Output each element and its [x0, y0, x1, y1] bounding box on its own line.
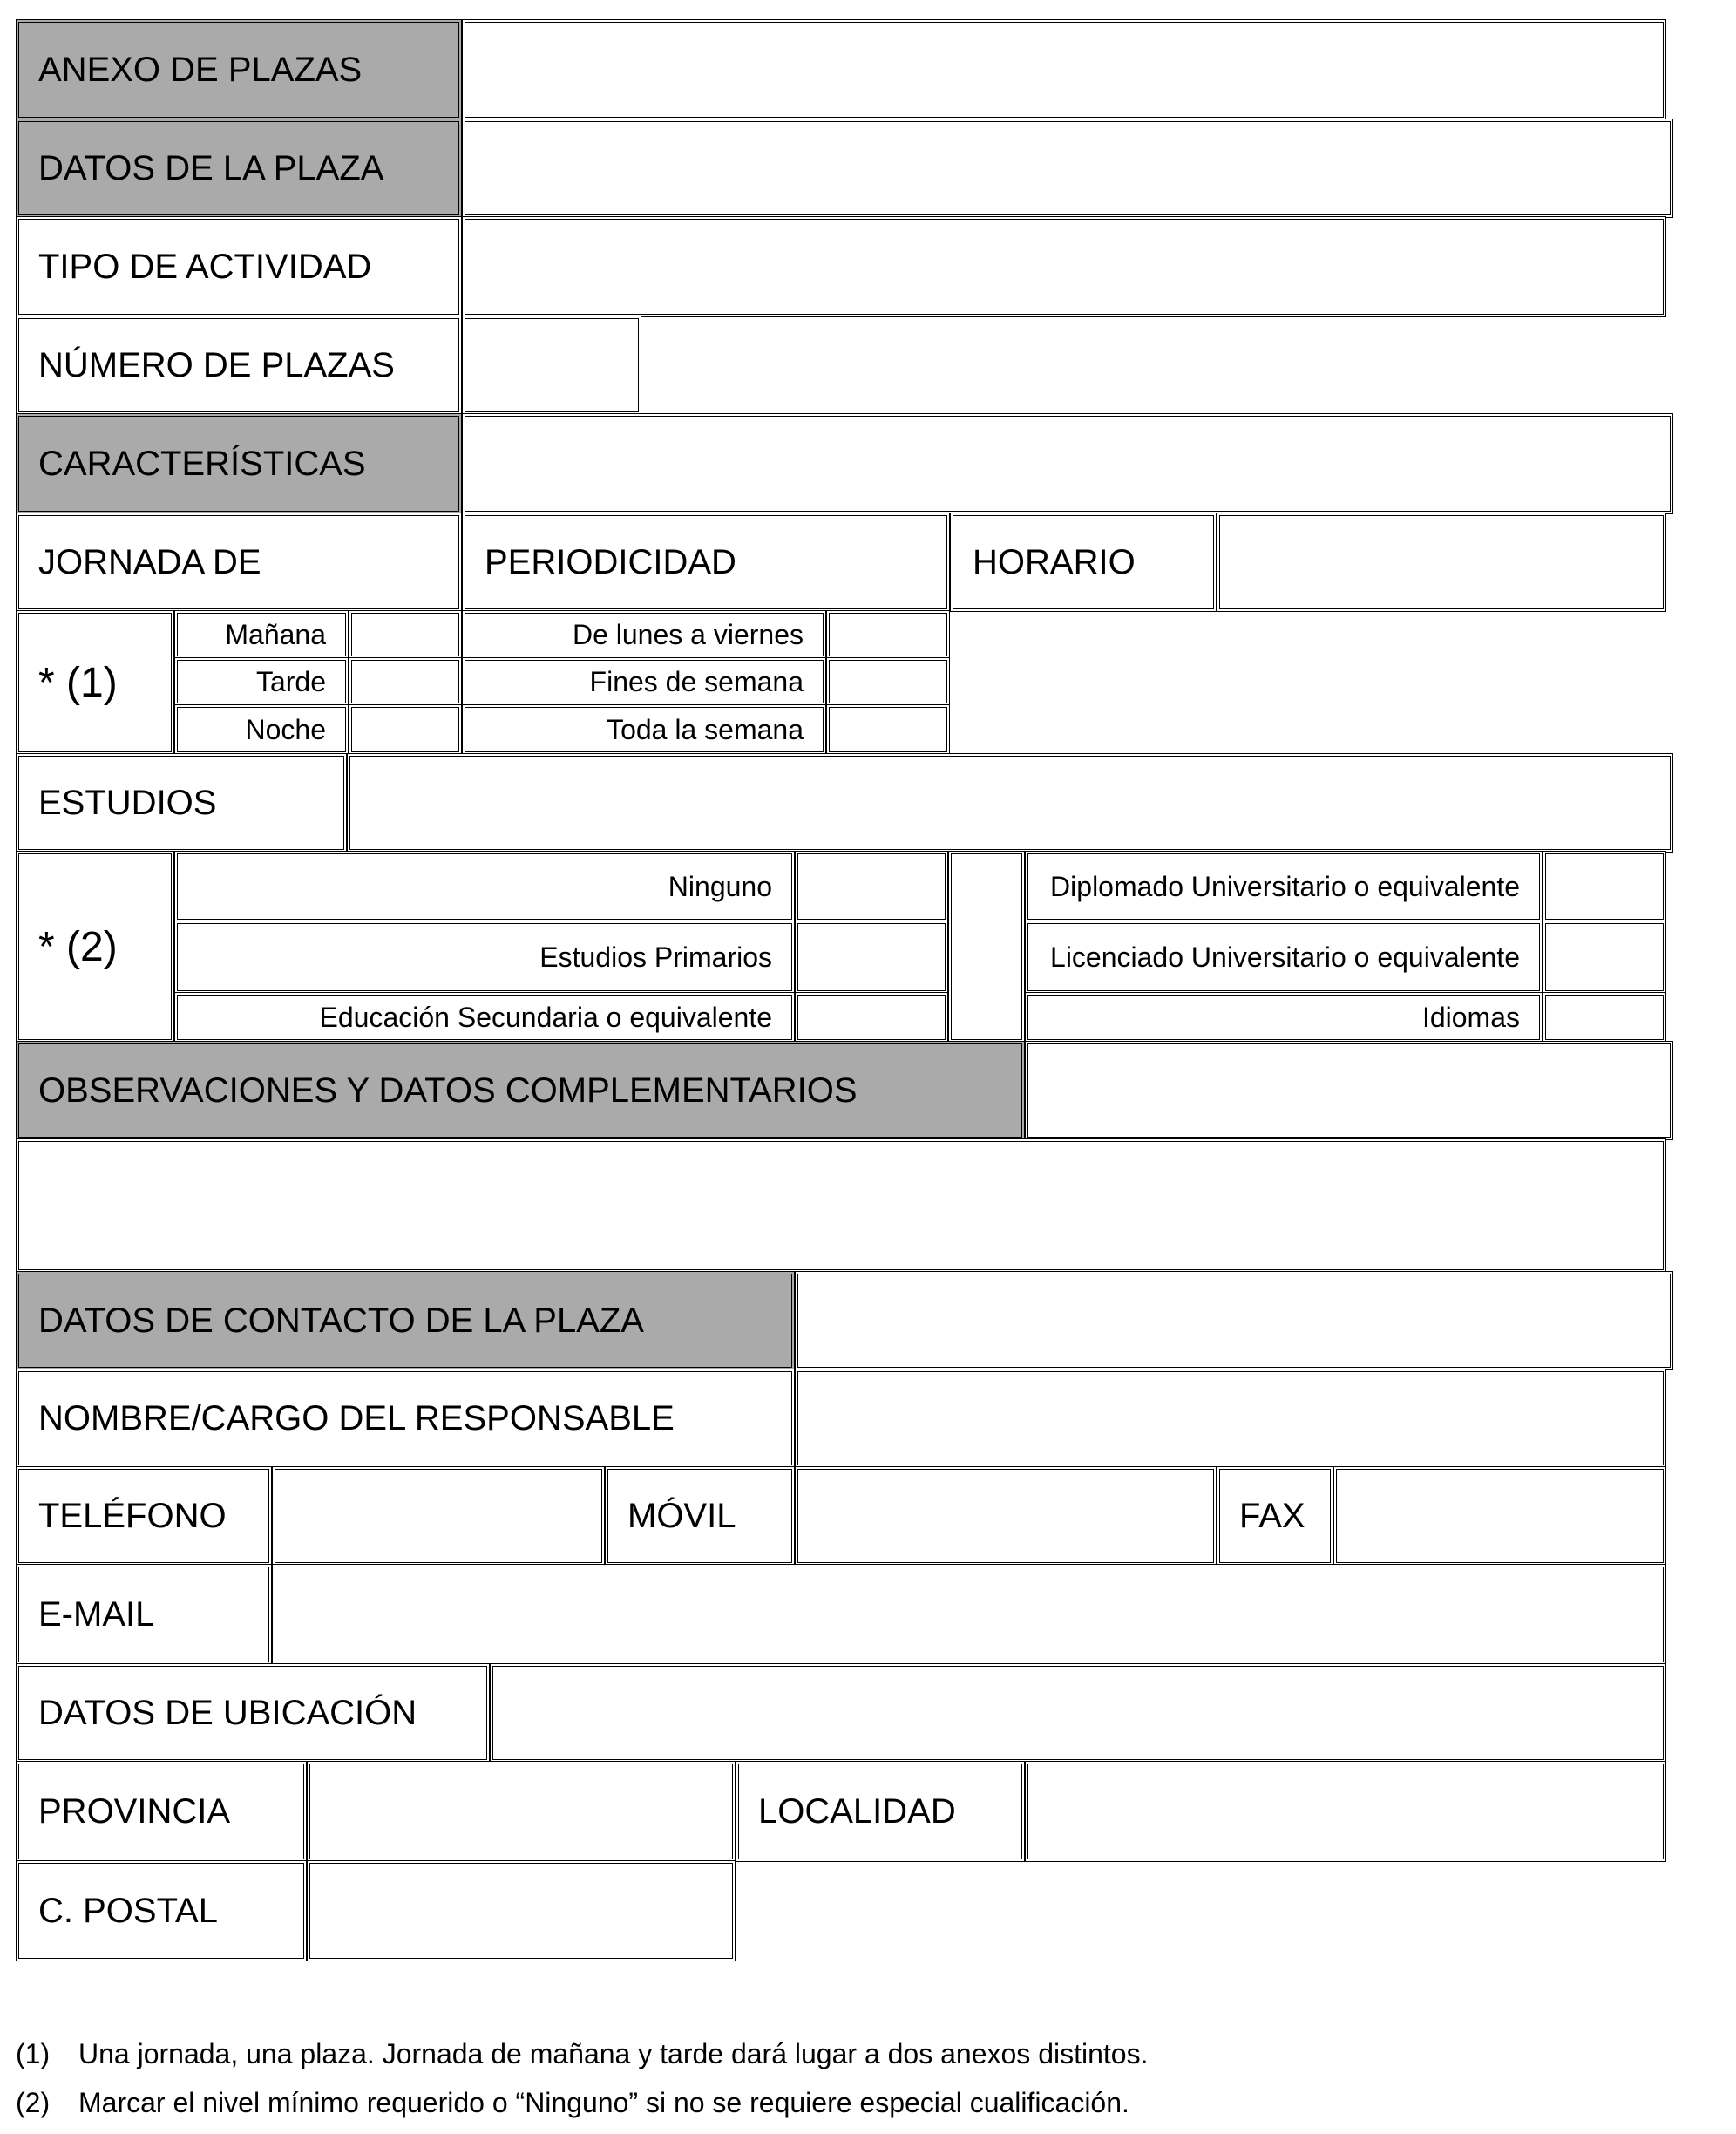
jornada-marker: * (1) — [16, 610, 174, 755]
anexo-de-plazas-label: ANEXO DE PLAZAS — [16, 19, 462, 120]
numero-de-plazas-label: NÚMERO DE PLAZAS — [16, 316, 462, 415]
estudios-checkbox-primarios[interactable] — [795, 921, 948, 994]
estudios-marker: * (2) — [16, 851, 174, 1043]
periodicidad-option-lunes-viernes: De lunes a viernes — [462, 610, 826, 659]
footnote-2-text: Marcar el nivel mínimo requerido o “Ninguno” si no se requiere especial cualificación. — [78, 2087, 1129, 2118]
estudios-checkbox-licenciado[interactable] — [1543, 921, 1666, 994]
provincia-field[interactable] — [307, 1761, 736, 1862]
footnote-1 — [16, 2038, 1148, 2070]
periodicidad-option-toda-semana: Toda la semana — [462, 704, 826, 755]
telefono-label: TELÉFONO — [16, 1466, 272, 1566]
datos-de-la-plaza-label: DATOS DE LA PLAZA — [16, 119, 462, 218]
periodicidad-label: PERIODICIDAD — [462, 513, 950, 612]
estudios-checkbox-idiomas[interactable] — [1543, 992, 1666, 1043]
estudios-option-idiomas: Idiomas — [1025, 992, 1543, 1043]
periodicidad-checkbox-fines-semana[interactable] — [826, 657, 950, 706]
datos-de-la-plaza-field[interactable] — [462, 119, 1673, 218]
periodicidad-checkbox-lunes-viernes[interactable] — [826, 610, 950, 659]
estudios-checkbox-ninguno[interactable] — [795, 851, 948, 922]
datos-de-contacto-label: DATOS DE CONTACTO DE LA PLAZA — [16, 1271, 795, 1370]
footnote-1-text: Una jornada, una plaza. Jornada de mañana y tarde dará lugar a dos anexos distintos. — [78, 2038, 1149, 2069]
jornada-checkbox-manana[interactable] — [349, 610, 462, 659]
fax-field[interactable] — [1333, 1466, 1666, 1566]
numero-de-plazas-field[interactable] — [462, 316, 641, 415]
tipo-de-actividad-label: TIPO DE ACTIVIDAD — [16, 216, 462, 317]
jornada-checkbox-noche[interactable] — [349, 704, 462, 755]
nombre-cargo-field[interactable] — [795, 1369, 1666, 1468]
horario-label: HORARIO — [950, 513, 1217, 612]
horario-field[interactable] — [1217, 513, 1666, 612]
estudios-checkbox-secundaria[interactable] — [795, 992, 948, 1043]
estudios-option-ninguno: Ninguno — [174, 851, 795, 922]
estudios-option-licenciado: Licenciado Universitario o equivalente — [1025, 921, 1543, 994]
estudios-label: ESTUDIOS — [16, 753, 347, 853]
observaciones-header-field[interactable] — [1025, 1041, 1673, 1140]
periodicidad-checkbox-toda-semana[interactable] — [826, 704, 950, 755]
anexo-de-plazas-field[interactable] — [462, 19, 1666, 120]
jornada-option-manana: Mañana — [174, 610, 349, 659]
footnote-1-number: (1) — [16, 2038, 51, 2069]
jornada-option-noche: Noche — [174, 704, 349, 755]
jornada-option-tarde: Tarde — [174, 657, 349, 706]
nombre-cargo-label: NOMBRE/CARGO DEL RESPONSABLE — [16, 1369, 795, 1468]
estudios-spacer — [948, 851, 1025, 1043]
observaciones-label: OBSERVACIONES Y DATOS COMPLEMENTARIOS — [16, 1041, 1025, 1140]
estudios-option-diplomado: Diplomado Universitario o equivalente — [1025, 851, 1543, 922]
estudios-checkbox-diplomado[interactable] — [1543, 851, 1666, 922]
email-field[interactable] — [272, 1564, 1666, 1665]
email-label: E-MAIL — [16, 1564, 272, 1665]
jornada-de-label: JORNADA DE — [16, 513, 462, 612]
footnote-2-number: (2) — [16, 2087, 51, 2118]
jornada-checkbox-tarde[interactable] — [349, 657, 462, 706]
c-postal-label: C. POSTAL — [16, 1860, 307, 1961]
tipo-de-actividad-field[interactable] — [462, 216, 1666, 317]
datos-de-ubicacion-label: DATOS DE UBICACIÓN — [16, 1663, 490, 1763]
localidad-label: LOCALIDAD — [736, 1761, 1025, 1862]
movil-field[interactable] — [795, 1466, 1217, 1566]
estudios-field[interactable] — [347, 753, 1673, 853]
estudios-option-secundaria: Educación Secundaria o equivalente — [174, 992, 795, 1043]
c-postal-field[interactable] — [307, 1860, 736, 1961]
provincia-label: PROVINCIA — [16, 1761, 307, 1862]
periodicidad-option-fines-semana: Fines de semana — [462, 657, 826, 706]
datos-de-contacto-field[interactable] — [795, 1271, 1673, 1370]
estudios-option-primarios: Estudios Primarios — [174, 921, 795, 994]
fax-label: FAX — [1217, 1466, 1333, 1566]
movil-label: MÓVIL — [605, 1466, 795, 1566]
telefono-field[interactable] — [272, 1466, 605, 1566]
caracteristicas-label: CARACTERÍSTICAS — [16, 413, 462, 514]
datos-de-ubicacion-field[interactable] — [490, 1663, 1666, 1763]
footnote-2 — [16, 2087, 1129, 2119]
caracteristicas-field[interactable] — [462, 413, 1673, 514]
observaciones-textarea[interactable] — [16, 1138, 1666, 1273]
localidad-field[interactable] — [1025, 1761, 1666, 1862]
